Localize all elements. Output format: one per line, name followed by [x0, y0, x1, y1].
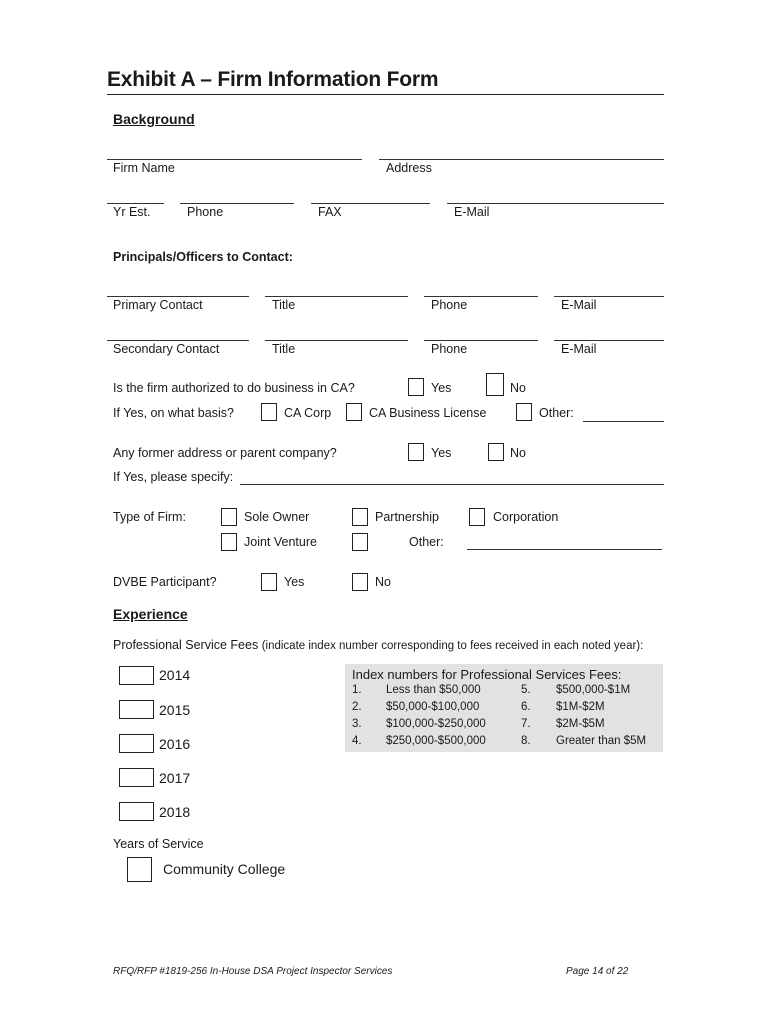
fee-index-range: $100,000-$250,000 [386, 718, 486, 730]
partnership-label: Partnership [375, 510, 439, 524]
section-heading-experience: Experience [113, 606, 188, 622]
fees-instruction [113, 638, 643, 652]
fee-index-range: $50,000-$100,000 [386, 701, 480, 713]
ca-license-label: CA Business License [369, 406, 487, 420]
primary-phone-label: Phone [431, 298, 468, 312]
joint-venture-label: Joint Venture [244, 535, 317, 549]
yr-est-field[interactable] [107, 203, 164, 204]
fee-index-range: $2M-$5M [556, 718, 605, 730]
fee-index-number: 1. [352, 684, 362, 696]
primary-title-label: Title [272, 298, 296, 312]
fee-index-number: 4. [352, 735, 362, 747]
year-2016-label: 2016 [159, 736, 191, 752]
firm-type-label: Type of Firm: [113, 510, 186, 524]
former-no-checkbox[interactable] [488, 443, 504, 461]
primary-email-label: E-Mail [561, 298, 597, 312]
fax-label: FAX [318, 205, 342, 219]
fee-index-number: 8. [521, 735, 531, 747]
title-divider [107, 94, 664, 95]
joint-venture-checkbox[interactable] [221, 533, 237, 551]
secondary-phone-field[interactable] [424, 340, 538, 341]
principals-heading: Principals/Officers to Contact: [113, 250, 293, 264]
secondary-email-field[interactable] [554, 340, 664, 341]
fee-index-number: 5. [521, 684, 531, 696]
dvbe-no-checkbox[interactable] [352, 573, 368, 591]
fee-index-range: Greater than $5M [556, 735, 647, 747]
specify-label: If Yes, please specify: [113, 470, 234, 484]
fee-index-range: Less than $50,000 [386, 684, 481, 696]
basis-other-field[interactable] [583, 421, 664, 422]
dvbe-yes-label: Yes [284, 575, 305, 589]
secondary-title-label: Title [272, 342, 296, 356]
year-2017-box[interactable] [119, 768, 154, 787]
basis-other-label: Other: [539, 406, 574, 420]
ca-corp-label: CA Corp [284, 406, 332, 420]
fee-index-title: Index numbers for Professional Services Fees: [352, 667, 622, 682]
former-address-question: Any former address or parent company? [113, 446, 337, 460]
firm-name-field[interactable] [107, 159, 362, 160]
fees-note: (indicate index number corresponding to fees received in each noted year): [261, 640, 644, 652]
community-college-box[interactable] [127, 857, 152, 882]
fee-index-range: $500,000-$1M [556, 684, 631, 696]
authorized-no-checkbox[interactable] [486, 373, 504, 396]
dvbe-no-label: No [375, 575, 391, 589]
phone-label: Phone [187, 205, 224, 219]
sole-owner-checkbox[interactable] [221, 508, 237, 526]
footer-page-number: Page 14 of 22 [566, 966, 629, 977]
firm-other-field[interactable] [467, 549, 662, 550]
yr-est-label: Yr Est. [113, 205, 151, 219]
year-2014-box[interactable] [119, 666, 154, 685]
years-of-service-label: Years of Service [113, 837, 204, 851]
primary-title-field[interactable] [265, 296, 408, 297]
dvbe-question: DVBE Participant? [113, 575, 217, 589]
basis-question: If Yes, on what basis? [113, 406, 234, 420]
fax-field[interactable] [311, 203, 430, 204]
page-title: Exhibit A – Firm Information Form [107, 68, 439, 91]
year-2014-label: 2014 [159, 667, 191, 683]
address-field[interactable] [379, 159, 664, 160]
former-yes-label: Yes [431, 446, 452, 460]
year-2015-box[interactable] [119, 700, 154, 719]
specify-field[interactable] [240, 484, 664, 485]
secondary-contact-label: Secondary Contact [113, 342, 220, 356]
year-2016-box[interactable] [119, 734, 154, 753]
firm-name-label: Firm Name [113, 161, 175, 175]
year-2018-box[interactable] [119, 802, 154, 821]
community-college-label: Community College [163, 861, 286, 877]
authorized-yes-label: Yes [431, 381, 452, 395]
fees-label: Professional Service Fees [113, 638, 259, 652]
authorized-yes-checkbox[interactable] [408, 378, 424, 396]
secondary-contact-field[interactable] [107, 340, 249, 341]
address-label: Address [386, 161, 432, 175]
secondary-phone-label: Phone [431, 342, 468, 356]
former-yes-checkbox[interactable] [408, 443, 424, 461]
firm-other-checkbox[interactable] [352, 533, 368, 551]
phone-field[interactable] [180, 203, 294, 204]
secondary-title-field[interactable] [265, 340, 408, 341]
fee-index-number: 7. [521, 718, 531, 730]
sole-owner-label: Sole Owner [244, 510, 310, 524]
fee-index-number: 2. [352, 701, 362, 713]
primary-email-field[interactable] [554, 296, 664, 297]
section-heading-background: Background [113, 111, 195, 127]
primary-phone-field[interactable] [424, 296, 538, 297]
primary-contact-field[interactable] [107, 296, 249, 297]
former-no-label: No [510, 446, 526, 460]
dvbe-yes-checkbox[interactable] [261, 573, 277, 591]
secondary-email-label: E-Mail [561, 342, 597, 356]
fee-index-number: 6. [521, 701, 531, 713]
fee-index-range: $250,000-$500,000 [386, 735, 486, 747]
authorized-question: Is the firm authorized to do business in CA? [113, 381, 355, 395]
corporation-checkbox[interactable] [469, 508, 485, 526]
year-2018-label: 2018 [159, 804, 191, 820]
ca-license-checkbox[interactable] [346, 403, 362, 421]
ca-corp-checkbox[interactable] [261, 403, 277, 421]
year-2015-label: 2015 [159, 702, 191, 718]
basis-other-checkbox[interactable] [516, 403, 532, 421]
partnership-checkbox[interactable] [352, 508, 368, 526]
email-field[interactable] [447, 203, 664, 204]
firm-other-label: Other: [409, 535, 444, 549]
fee-index-number: 3. [352, 718, 362, 730]
email-label: E-Mail [454, 205, 490, 219]
primary-contact-label: Primary Contact [113, 298, 203, 312]
footer-rfq: RFQ/RFP #1819-256 In-House DSA Project Inspector Services [113, 966, 393, 977]
year-2017-label: 2017 [159, 770, 191, 786]
corporation-label: Corporation [493, 510, 559, 524]
fee-index-range: $1M-$2M [556, 701, 605, 713]
authorized-no-label: No [510, 381, 526, 395]
